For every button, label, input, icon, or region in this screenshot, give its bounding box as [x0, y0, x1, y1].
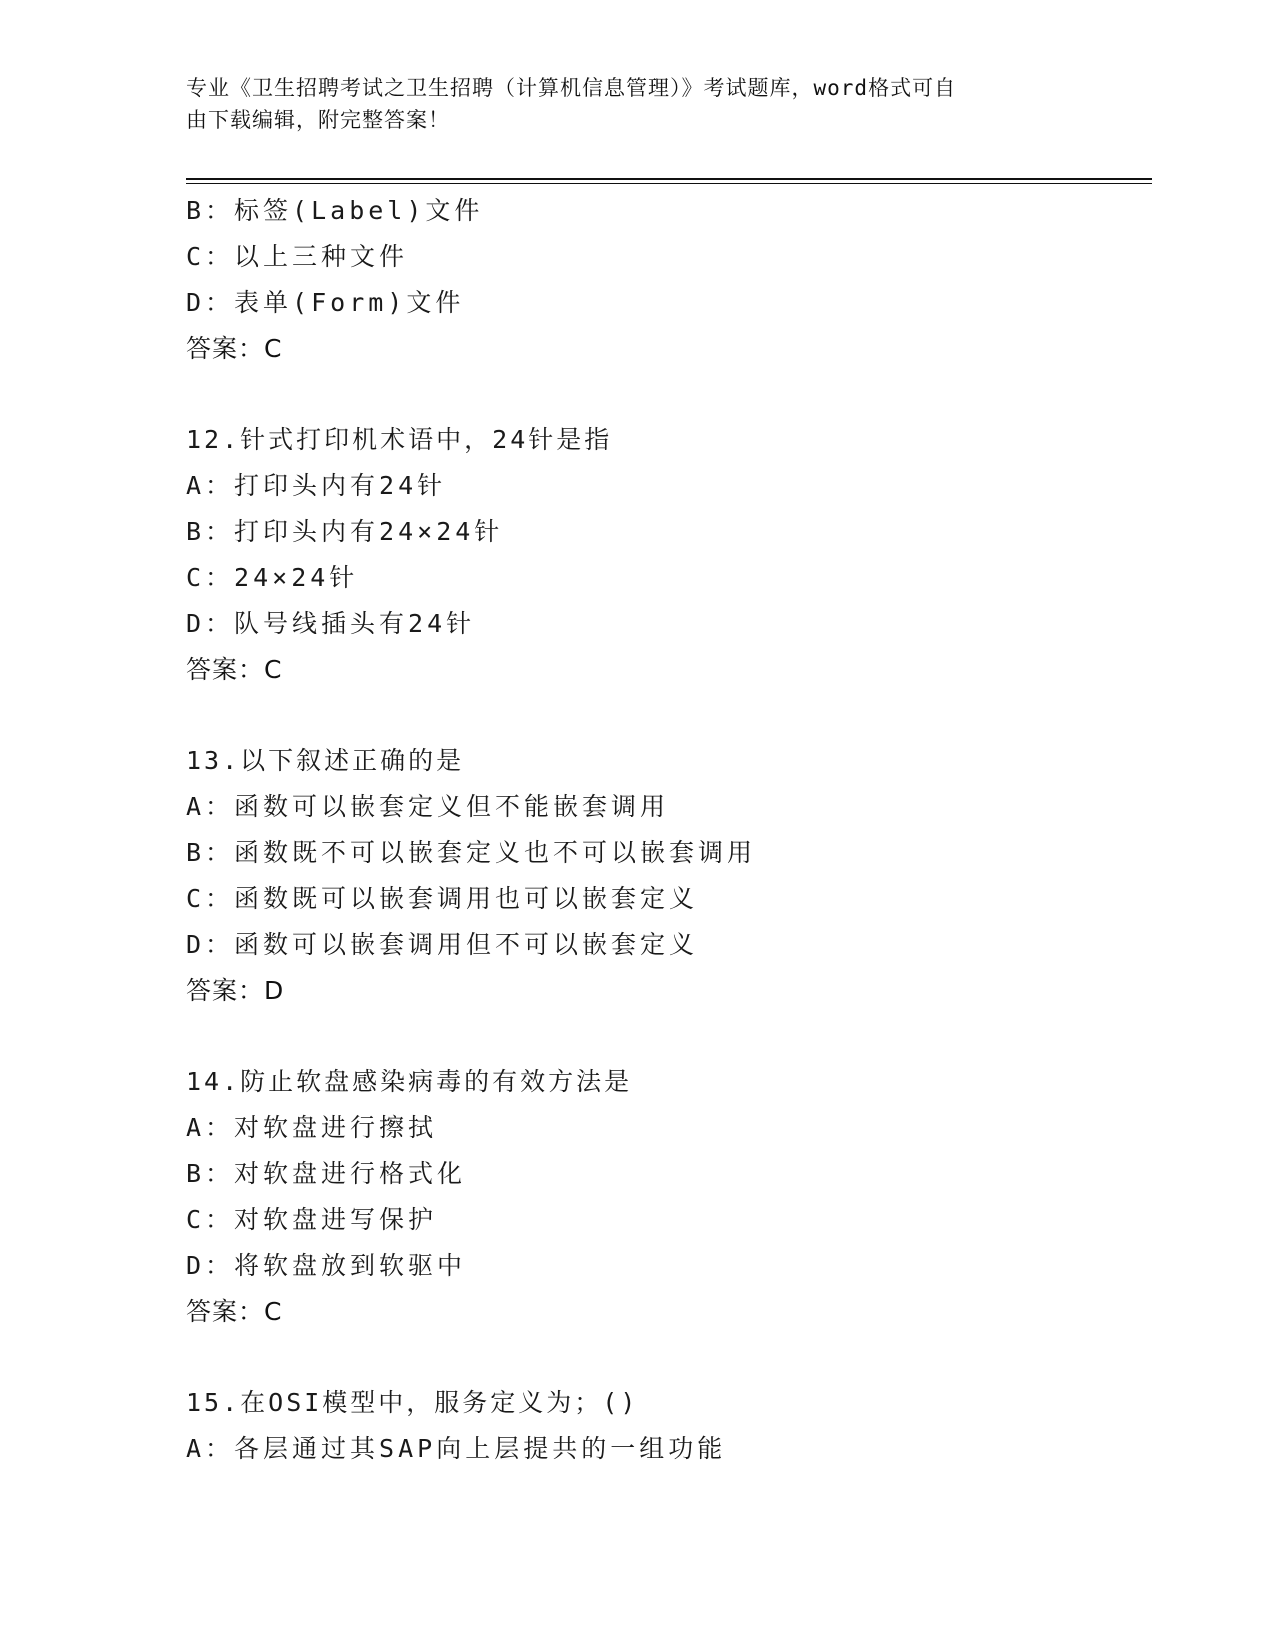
spacer — [186, 693, 1146, 738]
question-block-13 — [186, 738, 1146, 1014]
question-title: 14.防止软盘感染病毒的有效方法是 — [186, 1067, 633, 1096]
document-header — [186, 72, 1066, 136]
answer-line: 答案：C — [186, 1297, 283, 1326]
option-d: D：函数可以嵌套调用但不可以嵌套定义 — [186, 930, 699, 959]
option-a: A：函数可以嵌套定义但不能嵌套调用 — [186, 792, 670, 821]
question-block-continued — [186, 188, 1146, 372]
spacer — [186, 1014, 1146, 1059]
question-title: 12.针式打印机术语中，24针是指 — [186, 425, 613, 454]
option-a: A：对软盘进行擦拭 — [186, 1113, 438, 1142]
option-b: B：对软盘进行格式化 — [186, 1159, 467, 1188]
header-divider — [186, 178, 1152, 184]
option-b: B：打印头内有24×24针 — [186, 517, 504, 546]
spacer — [186, 1335, 1146, 1380]
answer-line: 答案：C — [186, 655, 283, 684]
option-c: C：以上三种文件 — [186, 242, 409, 271]
option-b: B：标签(Label)文件 — [186, 196, 484, 225]
option-c: C：24×24针 — [186, 563, 359, 592]
option-d: D：表单(Form)文件 — [186, 288, 465, 317]
answer-line: 答案：D — [186, 976, 285, 1005]
question-list — [186, 188, 1146, 1472]
option-a: A：打印头内有24针 — [186, 471, 447, 500]
option-d: D：将软盘放到软驱中 — [186, 1251, 467, 1280]
question-title: 15.在OSI模型中，服务定义为；() — [186, 1388, 639, 1417]
question-block-12 — [186, 417, 1146, 693]
question-block-14 — [186, 1059, 1146, 1335]
spacer — [186, 372, 1146, 417]
header-line-1: 专业《卫生招聘考试之卫生招聘（计算机信息管理）》考试题库，word格式可自 — [186, 76, 957, 100]
option-a: A：各层通过其SAP向上层提共的一组功能 — [186, 1434, 727, 1463]
header-line-2: 由下载编辑，附完整答案！ — [186, 108, 450, 132]
option-b: B：函数既不可以嵌套定义也不可以嵌套调用 — [186, 838, 757, 867]
option-c: C：函数既可以嵌套调用也可以嵌套定义 — [186, 884, 699, 913]
question-title: 13.以下叙述正确的是 — [186, 746, 465, 775]
option-d: D：队号线插头有24针 — [186, 609, 476, 638]
option-c: C：对软盘进写保护 — [186, 1205, 438, 1234]
question-block-15 — [186, 1380, 1146, 1472]
answer-line: 答案：C — [186, 334, 283, 363]
